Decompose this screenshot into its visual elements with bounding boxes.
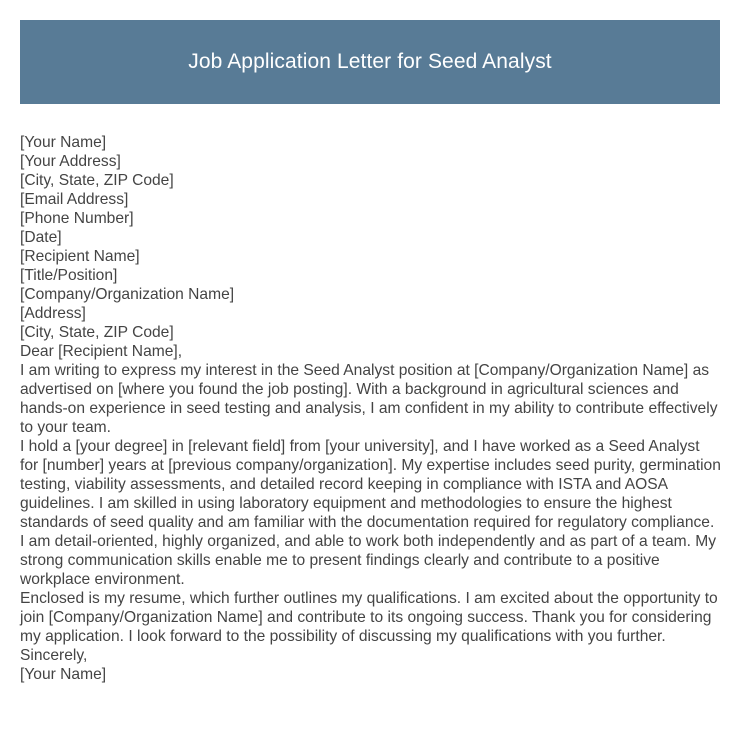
recipient-company: [Company/Organization Name] <box>20 286 235 303</box>
recipient-city-state-zip: [City, State, ZIP Code] <box>20 324 174 341</box>
paragraph-qualifications: I hold a [your degree] in [relevant field] from [your university], and I have worked as a Seed Analyst for [number] years at [previous company/organization]. My expertise includes seed purity, germination testing, viability assessments, and detailed record keeping in compliance with ISTA and AOSA guidelines. I am skilled in using laboratory equipment and methodologies to ensure the highest standards of seed quality and am familiar with the documentation required for regulatory compliance. <box>20 438 721 531</box>
sender-address: [Your Address] <box>20 153 121 170</box>
sender-email: [Email Address] <box>20 191 129 208</box>
recipient-title: [Title/Position] <box>20 267 118 284</box>
title-banner <box>20 20 720 104</box>
recipient-address: [Address] <box>20 305 86 322</box>
paragraph-personal-skills: I am detail-oriented, highly organized, and able to work both independently and as part of a team. My strong communication skills enable me to present findings clearly and contribute to a positive workplace environment. <box>20 533 717 588</box>
letter-body <box>20 133 722 684</box>
salutation: Dear [Recipient Name], <box>20 343 183 360</box>
sender-phone: [Phone Number] <box>20 210 134 227</box>
page-title: Job Application Letter for Seed Analyst <box>188 50 552 73</box>
paragraph-closing: Enclosed is my resume, which further outlines my qualifications. I am excited about the opportunity to join [Company/Organization Name] and contribute to its ongoing success. Thank you for considering my application. I look forward to the possibility of discussing my qualifications with you further. <box>20 590 718 645</box>
paragraph-introduction: I am writing to express my interest in the Seed Analyst position at [Company/Organization Name] as advertised on [where you found the job posting]. With a background in agricultural sciences and hands-on experience in seed testing and analysis, I am confident in my ability to contribute effectively to your team. <box>20 362 718 436</box>
recipient-name: [Recipient Name] <box>20 248 140 265</box>
letter-date: [Date] <box>20 229 62 246</box>
sender-city-state-zip: [City, State, ZIP Code] <box>20 172 174 189</box>
sender-name: [Your Name] <box>20 134 107 151</box>
complimentary-close: Sincerely, <box>20 647 88 664</box>
signature-name: [Your Name] <box>20 666 107 683</box>
